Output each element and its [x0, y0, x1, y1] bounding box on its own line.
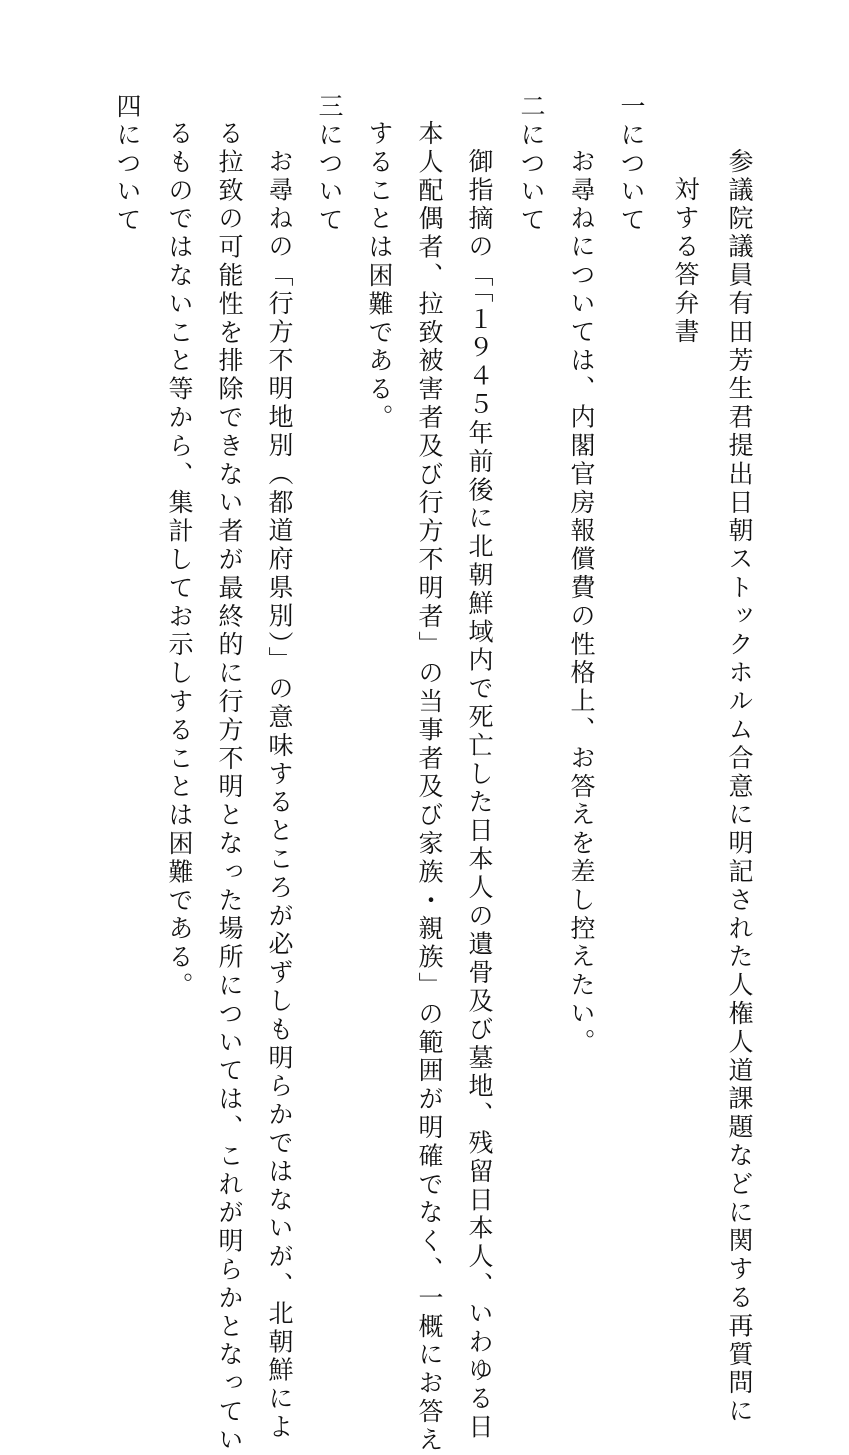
section-2-line-1: 御指摘の「「１９４５年前後に北朝鮮域内で死亡した日本人の遺骨及び墓地、残留日本人、いわゆる日	[465, 148, 494, 1442]
section-3-line-1: お尋ねの「行方不明地別（都道府県別）」の意味するところが必ずしも明らかではないが、北朝鮮によ	[265, 148, 294, 1442]
section-1-line-1: お尋ねについては、内閣官房報償費の性格上、お答えを差し控えたい。	[567, 148, 596, 1057]
section-3-line-2: る拉致の可能性を排除できない者が最終的に行方不明となった場所については、これが明らかとなってい	[215, 120, 244, 1455]
section-3-line-3: るものではないこと等から、集計してお示しすることは困難である。	[165, 120, 194, 1001]
section-2-heading: 二について	[517, 93, 546, 235]
section-3-heading: 三について	[315, 93, 344, 235]
section-2-line-2: 本人配偶者、拉致被害者及び行方不明者」の当事者及び家族・親族」の範囲が明確でなく、一概にお答え	[415, 120, 444, 1455]
section-4-heading: 四について	[113, 93, 142, 235]
document-title-continuation: 対する答弁書	[671, 176, 700, 347]
section-2-line-3: することは困難である。	[365, 120, 394, 433]
section-1-heading: 一について	[617, 93, 646, 235]
document-title: 参議院議員有田芳生君提出日朝ストックホルム合意に明記された人権人道課題などに関する再質問に	[725, 148, 754, 1426]
